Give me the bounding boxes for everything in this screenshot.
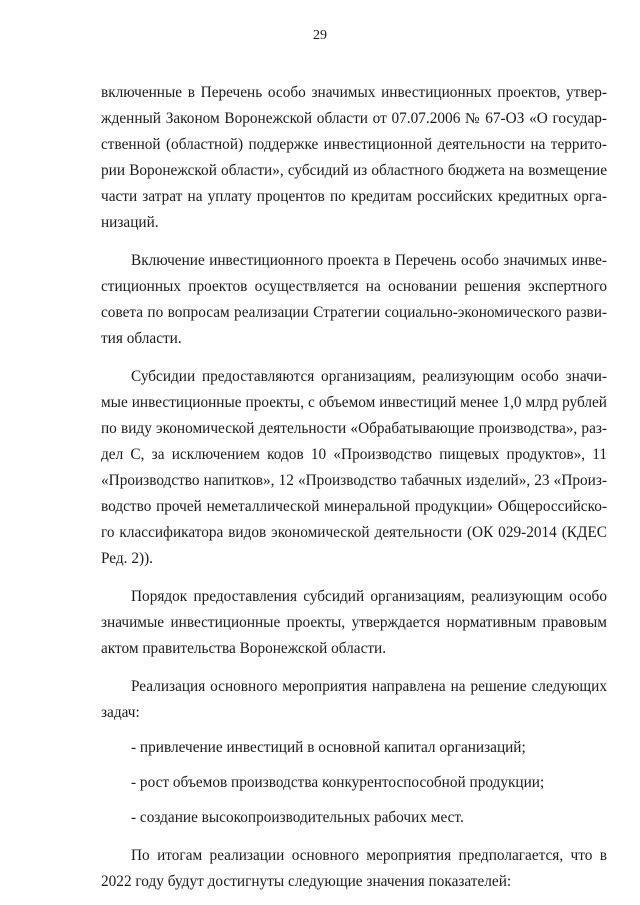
paragraph <box>101 248 607 352</box>
paragraph <box>101 584 607 662</box>
text-line: низаций. <box>101 214 159 231</box>
text-line: Порядок предоставления субсидий организациям, реализующим особо <box>131 588 607 605</box>
document-body <box>101 80 607 895</box>
text-line: значимые инвестиционные проекты, утверждается нормативным правовым <box>101 614 607 631</box>
text-line: стиционных проектов осуществляется на основании решения экспертного <box>101 278 607 295</box>
text-line: части затрат на уплату процентов по кредитам российских кредитных орга- <box>101 188 607 205</box>
paragraph <box>101 674 607 726</box>
text-line: совета по вопросам реализации Стратегии социально-экономического разви- <box>101 304 607 321</box>
text-line: жденный Законом Воронежской области от 07.07.2006 № 67-ОЗ «О государ- <box>101 110 607 127</box>
text-line: рии Воронежской области», субсидий из областного бюджета на возмещение <box>101 162 607 179</box>
text-line: Реализация основного мероприятия направлена на решение следующих <box>131 678 607 695</box>
paragraph <box>101 364 607 572</box>
text-line: Субсидии предоставляются организациям, реализующим особо значи- <box>131 368 607 385</box>
task-list <box>101 735 607 831</box>
list-item: - привлечение инвестиций в основной капитал организаций; <box>131 739 526 756</box>
text-line: задач: <box>101 704 140 721</box>
paragraph <box>101 843 607 895</box>
text-line: по виду экономической деятельности «Обрабатывающие производства», раз- <box>101 420 607 437</box>
paragraph <box>101 80 607 236</box>
text-line: актом правительства Воронежской области. <box>101 640 387 657</box>
text-line: включенные в Перечень особо значимых инвестиционных проектов, утвер- <box>101 84 607 101</box>
text-line: мые инвестиционные проекты, с объемом инвестиций менее 1,0 млрд рублей <box>101 394 607 411</box>
list-item: - создание высокопроизводительных рабочих мест. <box>131 809 464 826</box>
text-line: водство прочей неметаллической минеральной продукции» Общероссийско- <box>101 498 607 515</box>
text-line: ственной (областной) поддержке инвестиционной деятельности на террито- <box>101 136 607 153</box>
text-line: 2022 году будут достигнуты следующие значения показателей: <box>101 873 512 890</box>
text-line: По итогам реализации основного мероприятия предполагается, что в <box>131 847 607 864</box>
text-line: го классификатора видов экономической деятельности (ОК 029-2014 (КДЕС <box>101 524 607 541</box>
text-line: дел С, за исключением кодов 10 «Производство пищевых продуктов», 11 <box>101 446 607 463</box>
text-line: тия области. <box>101 330 182 347</box>
page-number: 29 <box>313 28 327 43</box>
text-line: «Производство напитков», 12 «Производство табачных изделий», 23 «Произ- <box>101 472 607 489</box>
list-item: - рост объемов производства конкурентоспособной продукции; <box>131 774 545 791</box>
text-line: Включение инвестиционного проекта в Перечень особо значимых инве- <box>131 252 607 269</box>
text-line: Ред. 2)). <box>101 550 153 567</box>
